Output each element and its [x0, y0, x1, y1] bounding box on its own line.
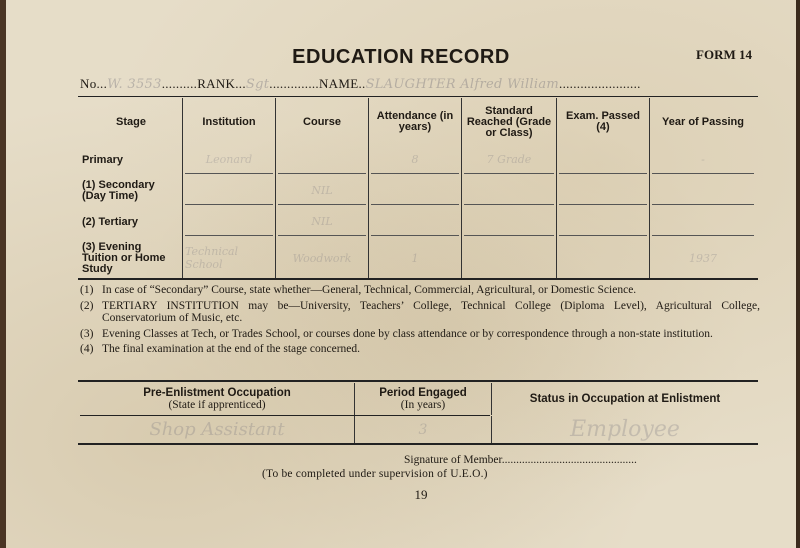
occupation-header-sub: (State if apprenticed): [168, 399, 266, 411]
institution-cell[interactable]: [183, 174, 276, 208]
standard-cell[interactable]: 7 Grade: [462, 146, 557, 174]
name-value: SLAUGHTER Alfred William: [365, 77, 560, 92]
institution-cell[interactable]: Leonard: [183, 146, 276, 174]
name-label: NAME: [318, 76, 359, 91]
col-course: Course: [276, 98, 369, 146]
stage-cell: (1) Secondary (Day Time): [82, 179, 155, 202]
course-cell[interactable]: [276, 146, 369, 174]
occupation-bottom-rule: [78, 443, 758, 445]
standard-cell[interactable]: [462, 236, 557, 280]
stage-cell: Primary: [82, 153, 123, 166]
period-value[interactable]: 3: [354, 416, 491, 444]
exam-cell[interactable]: [557, 174, 650, 208]
year-cell[interactable]: -: [650, 146, 757, 174]
table-row: [80, 208, 756, 236]
occupation-header: [80, 383, 758, 415]
status-value[interactable]: Employee: [491, 416, 758, 444]
table-row: [80, 236, 756, 280]
exam-cell[interactable]: [557, 236, 650, 280]
table-row: [80, 146, 756, 174]
rank-value: Sgt: [245, 77, 270, 92]
form-number: FORM 14: [696, 47, 752, 62]
note-item: (4) The final examination at the end of the stage concerned.: [80, 343, 361, 355]
id-line: No...W. 3553..........RANK...Sgt..............NAME..SLAUGHTER Alfred William.......................: [80, 76, 641, 92]
supervision-note: (To be completed under supervision of U.E.O.): [262, 468, 488, 480]
page-title: EDUCATION RECORD: [292, 46, 510, 68]
exam-cell[interactable]: [557, 208, 650, 236]
stage-cell: (2) Tertiary: [82, 215, 139, 228]
occupation-value[interactable]: Shop Assistant: [149, 419, 285, 440]
table-header-row: [80, 98, 756, 146]
notes-section: [80, 284, 760, 359]
attendance-cell[interactable]: 8: [369, 146, 462, 174]
occupation-table: [80, 383, 758, 444]
year-cell[interactable]: [650, 174, 757, 208]
occupation-header-title: Pre-Enlistment Occupation: [143, 387, 291, 399]
col-exam: Exam. Passed (4): [557, 98, 650, 146]
top-rule: [78, 96, 758, 97]
attendance-cell[interactable]: [369, 174, 462, 208]
form-page: [6, 0, 796, 548]
period-header-title: Period Engaged: [379, 387, 467, 399]
course-cell[interactable]: NIL: [276, 208, 369, 236]
education-table: [80, 98, 756, 280]
table-bottom-rule: [78, 278, 758, 280]
table-row: [80, 174, 756, 208]
status-header-title: Status in Occupation at Enlistment: [529, 393, 721, 405]
attendance-cell[interactable]: 1: [369, 236, 462, 280]
col-attendance: Attendance (in years): [369, 98, 462, 146]
institution-cell[interactable]: [183, 208, 276, 236]
col-stage: Stage: [116, 115, 146, 128]
attendance-cell[interactable]: [369, 208, 462, 236]
no-label: No.: [80, 76, 101, 91]
course-cell[interactable]: Woodwork: [276, 236, 369, 280]
standard-cell[interactable]: [462, 208, 557, 236]
standard-cell[interactable]: [462, 174, 557, 208]
col-institution: Institution: [183, 98, 276, 146]
rank-label: RANK: [197, 76, 236, 91]
year-cell[interactable]: 1937: [650, 236, 757, 280]
occupation-row: [80, 416, 758, 444]
year-cell[interactable]: [650, 208, 757, 236]
course-cell[interactable]: NIL: [276, 174, 369, 208]
note-item: (2) TERTIARY INSTITUTION may be—University, Teachers’ College, Technical College (Diploma Level), Agricultural College, Conservatorium of Music, etc.: [80, 299, 760, 324]
occupation-top-rule: [78, 380, 758, 382]
no-value: W. 3553: [107, 77, 162, 92]
note-item: (1) In case of “Secondary” Course, state whether—General, Technical, Commercial, Agricultural, or Domestic Science.: [80, 284, 637, 296]
exam-cell[interactable]: [557, 146, 650, 174]
col-year: Year of Passing: [650, 98, 757, 146]
signature-line[interactable]: Signature of Member...............................................: [404, 454, 637, 466]
page-number: 19: [414, 487, 428, 502]
period-header-sub: (In years): [400, 399, 446, 411]
note-item: (3) Evening Classes at Tech, or Trades School, or courses done by class attendance or by correspondence through a non-state institution.: [80, 327, 713, 340]
institution-cell[interactable]: Technical School: [183, 236, 276, 280]
col-standard: Standard Reached (Grade or Class): [462, 98, 557, 146]
occupation-mid-rule: [80, 415, 490, 416]
signature-label: Signature of Member: [404, 454, 502, 466]
stage-cell: (3) Evening Tuition or Home Study: [82, 240, 166, 275]
